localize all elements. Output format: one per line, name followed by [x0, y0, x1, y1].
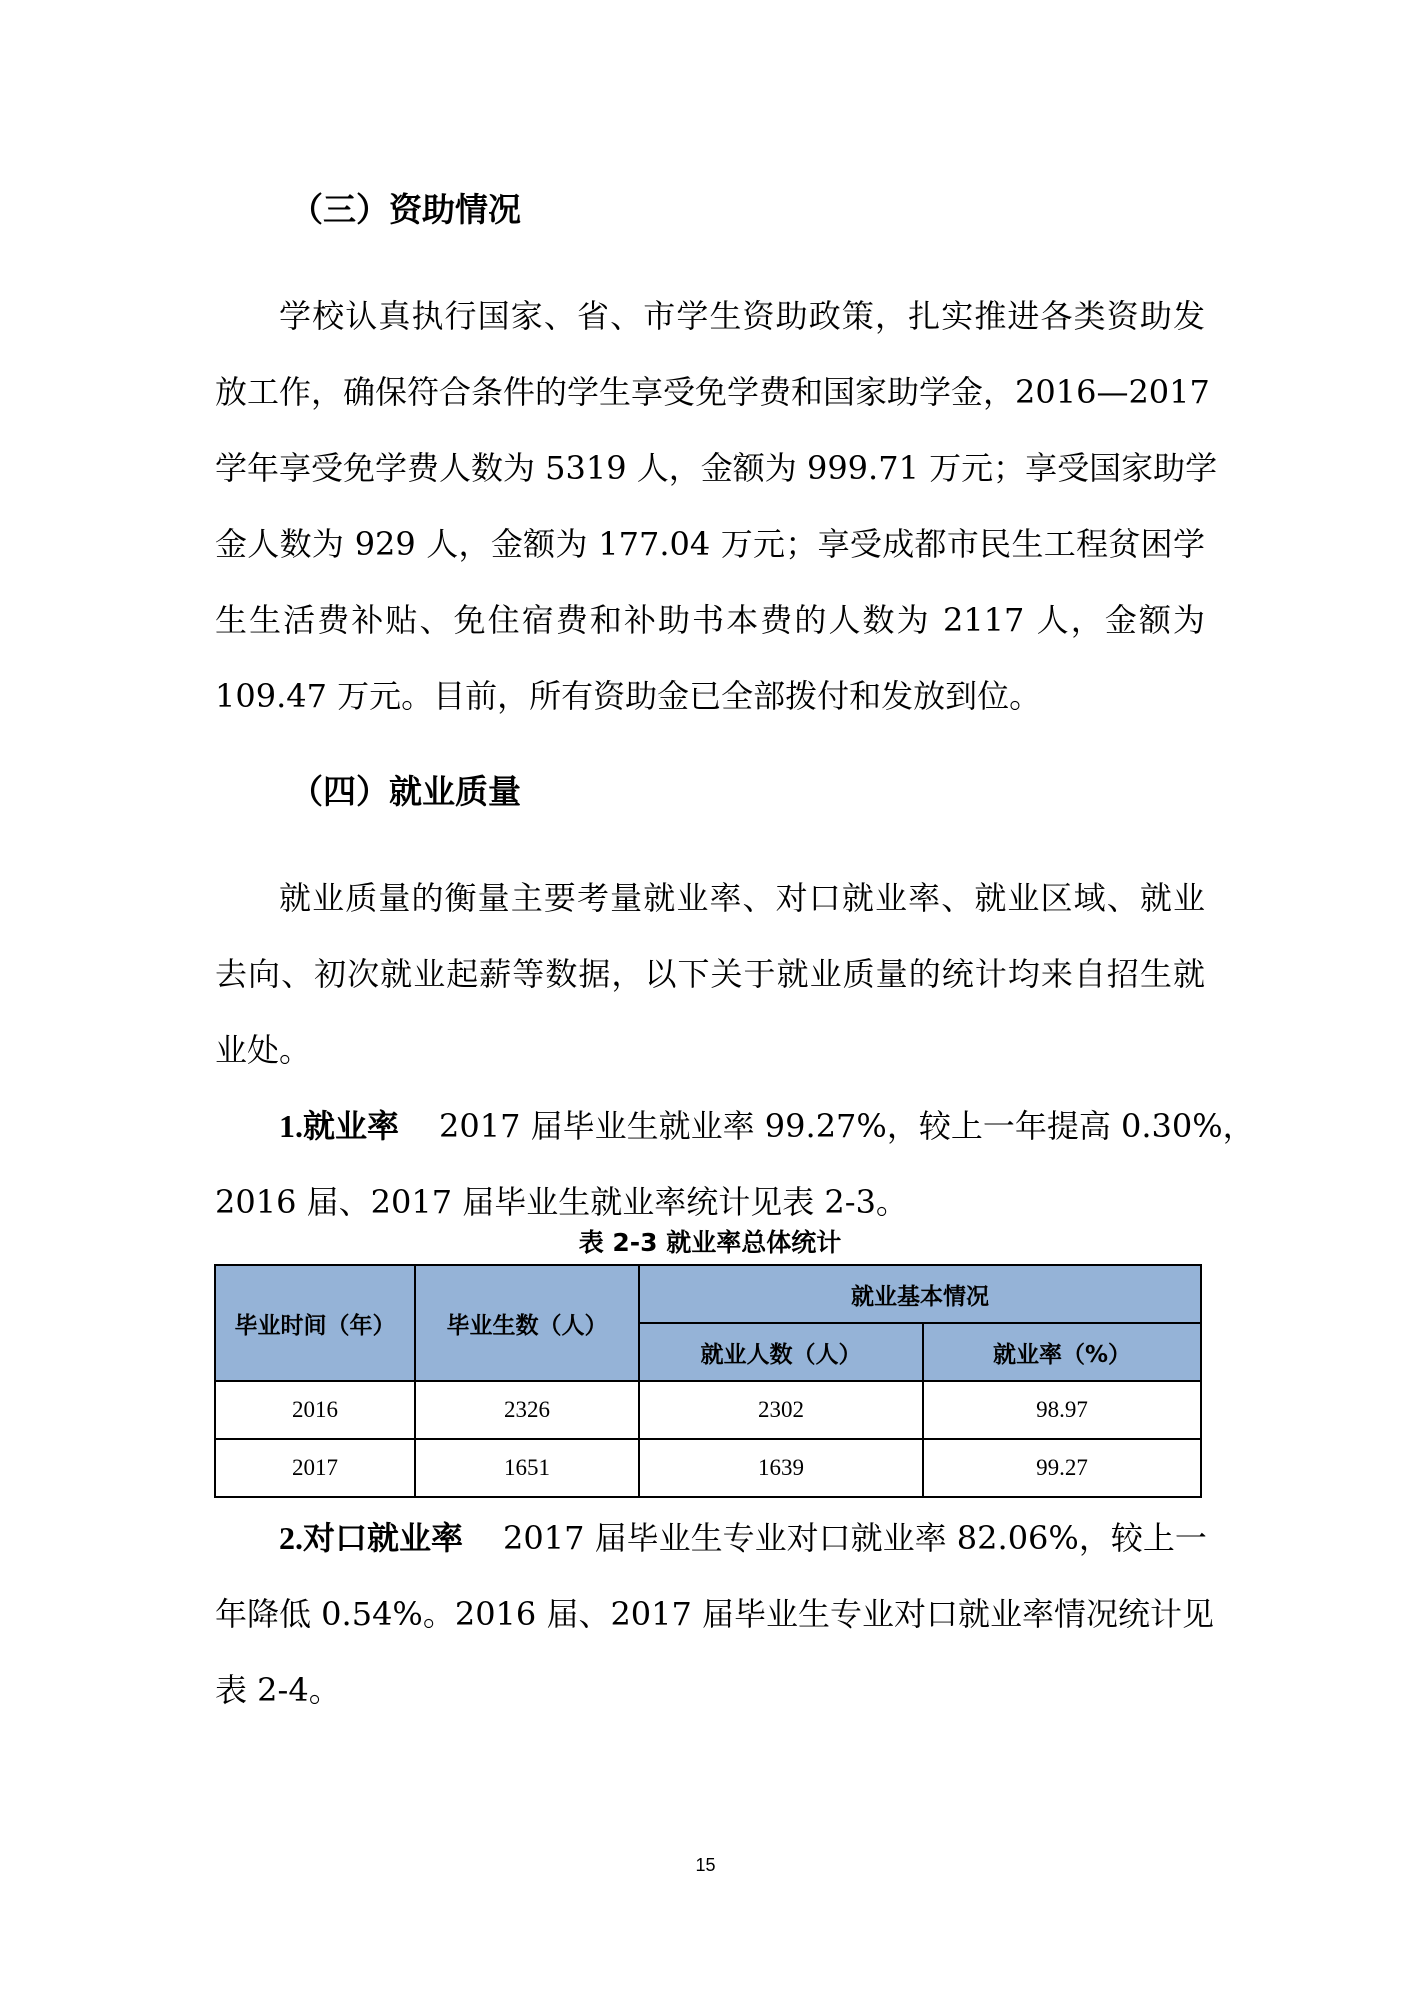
matching-rate-label: 2.对口就业率: [279, 1520, 464, 1556]
table-row: [215, 1381, 1201, 1439]
header-employed: 就业人数（人）: [639, 1323, 923, 1381]
paragraph-line: 109.47 万元。目前，所有资助金已全部拨付和发放到位。: [215, 677, 1042, 715]
header-graduates: 毕业生数（人）: [415, 1265, 639, 1381]
paragraph-line: 表 2-4。: [215, 1671, 341, 1709]
employment-rate-label: 1.就业率: [279, 1108, 400, 1144]
paragraph-line: 放工作，确保符合条件的学生享受免学费和国家助学金，2016—2017: [215, 373, 1210, 411]
header-employment-group: 就业基本情况: [639, 1265, 1201, 1323]
section-heading-funding: （三）资助情况: [290, 190, 521, 229]
employment-rate-table: [214, 1264, 1202, 1498]
paragraph-line: 学校认真执行国家、省、市学生资助政策，扎实推进各类资助发: [279, 297, 1205, 335]
paragraph-line: 生生活费补贴、免住宿费和补助书本费的人数为 2117 人，金额为: [215, 601, 1205, 639]
matching-rate-paragraph: [215, 1500, 1215, 1728]
paragraph-line: 业处。: [215, 1031, 312, 1069]
cell-employed: 2302: [639, 1381, 923, 1439]
paragraph-line: [215, 1088, 1255, 1164]
paragraph-line: 就业质量的衡量主要考量就业率、对口就业率、就业区域、就业: [279, 879, 1205, 917]
header-year: 毕业时间（年）: [215, 1265, 415, 1381]
cell-year: 2017: [215, 1439, 415, 1497]
table-row: [215, 1439, 1201, 1497]
funding-paragraph: [215, 278, 1218, 734]
table-caption: 表 2-3 就业率总体统计: [578, 1228, 842, 1257]
section-heading-employment: （四）就业质量: [290, 772, 521, 811]
paragraph-line: 学年享受免学费人数为 5319 人，金额为 999.71 万元；享受国家助学: [215, 449, 1218, 487]
paragraph-line: 年降低 0.54%。2016 届、2017 届毕业生专业对口就业率情况统计见: [215, 1595, 1215, 1633]
cell-rate: 99.27: [923, 1439, 1201, 1497]
paragraph-line: 2016 届、2017 届毕业生就业率统计见表 2-3。: [215, 1183, 908, 1221]
employment-rate-paragraph: [215, 1088, 1255, 1240]
paragraph-line: 金人数为 929 人，金额为 177.04 万元；享受成都市民生工程贫困学: [215, 525, 1205, 563]
employment-quality-paragraph: [215, 860, 1205, 1088]
page-number: 15: [695, 1855, 716, 1875]
matching-rate-text: 2017 届毕业生专业对口就业率 82.06%，较上一: [503, 1519, 1207, 1557]
cell-year: 2016: [215, 1381, 415, 1439]
paragraph-line: 去向、初次就业起薪等数据，以下关于就业质量的统计均来自招生就: [215, 955, 1205, 993]
cell-rate: 98.97: [923, 1381, 1201, 1439]
cell-employed: 1639: [639, 1439, 923, 1497]
cell-graduates: 1651: [415, 1439, 639, 1497]
cell-graduates: 2326: [415, 1381, 639, 1439]
employment-rate-text: 2017 届毕业生就业率 99.27%，较上一年提高 0.30%，: [439, 1107, 1255, 1145]
paragraph-line: [215, 1500, 1205, 1576]
header-rate: 就业率（%）: [923, 1323, 1201, 1381]
